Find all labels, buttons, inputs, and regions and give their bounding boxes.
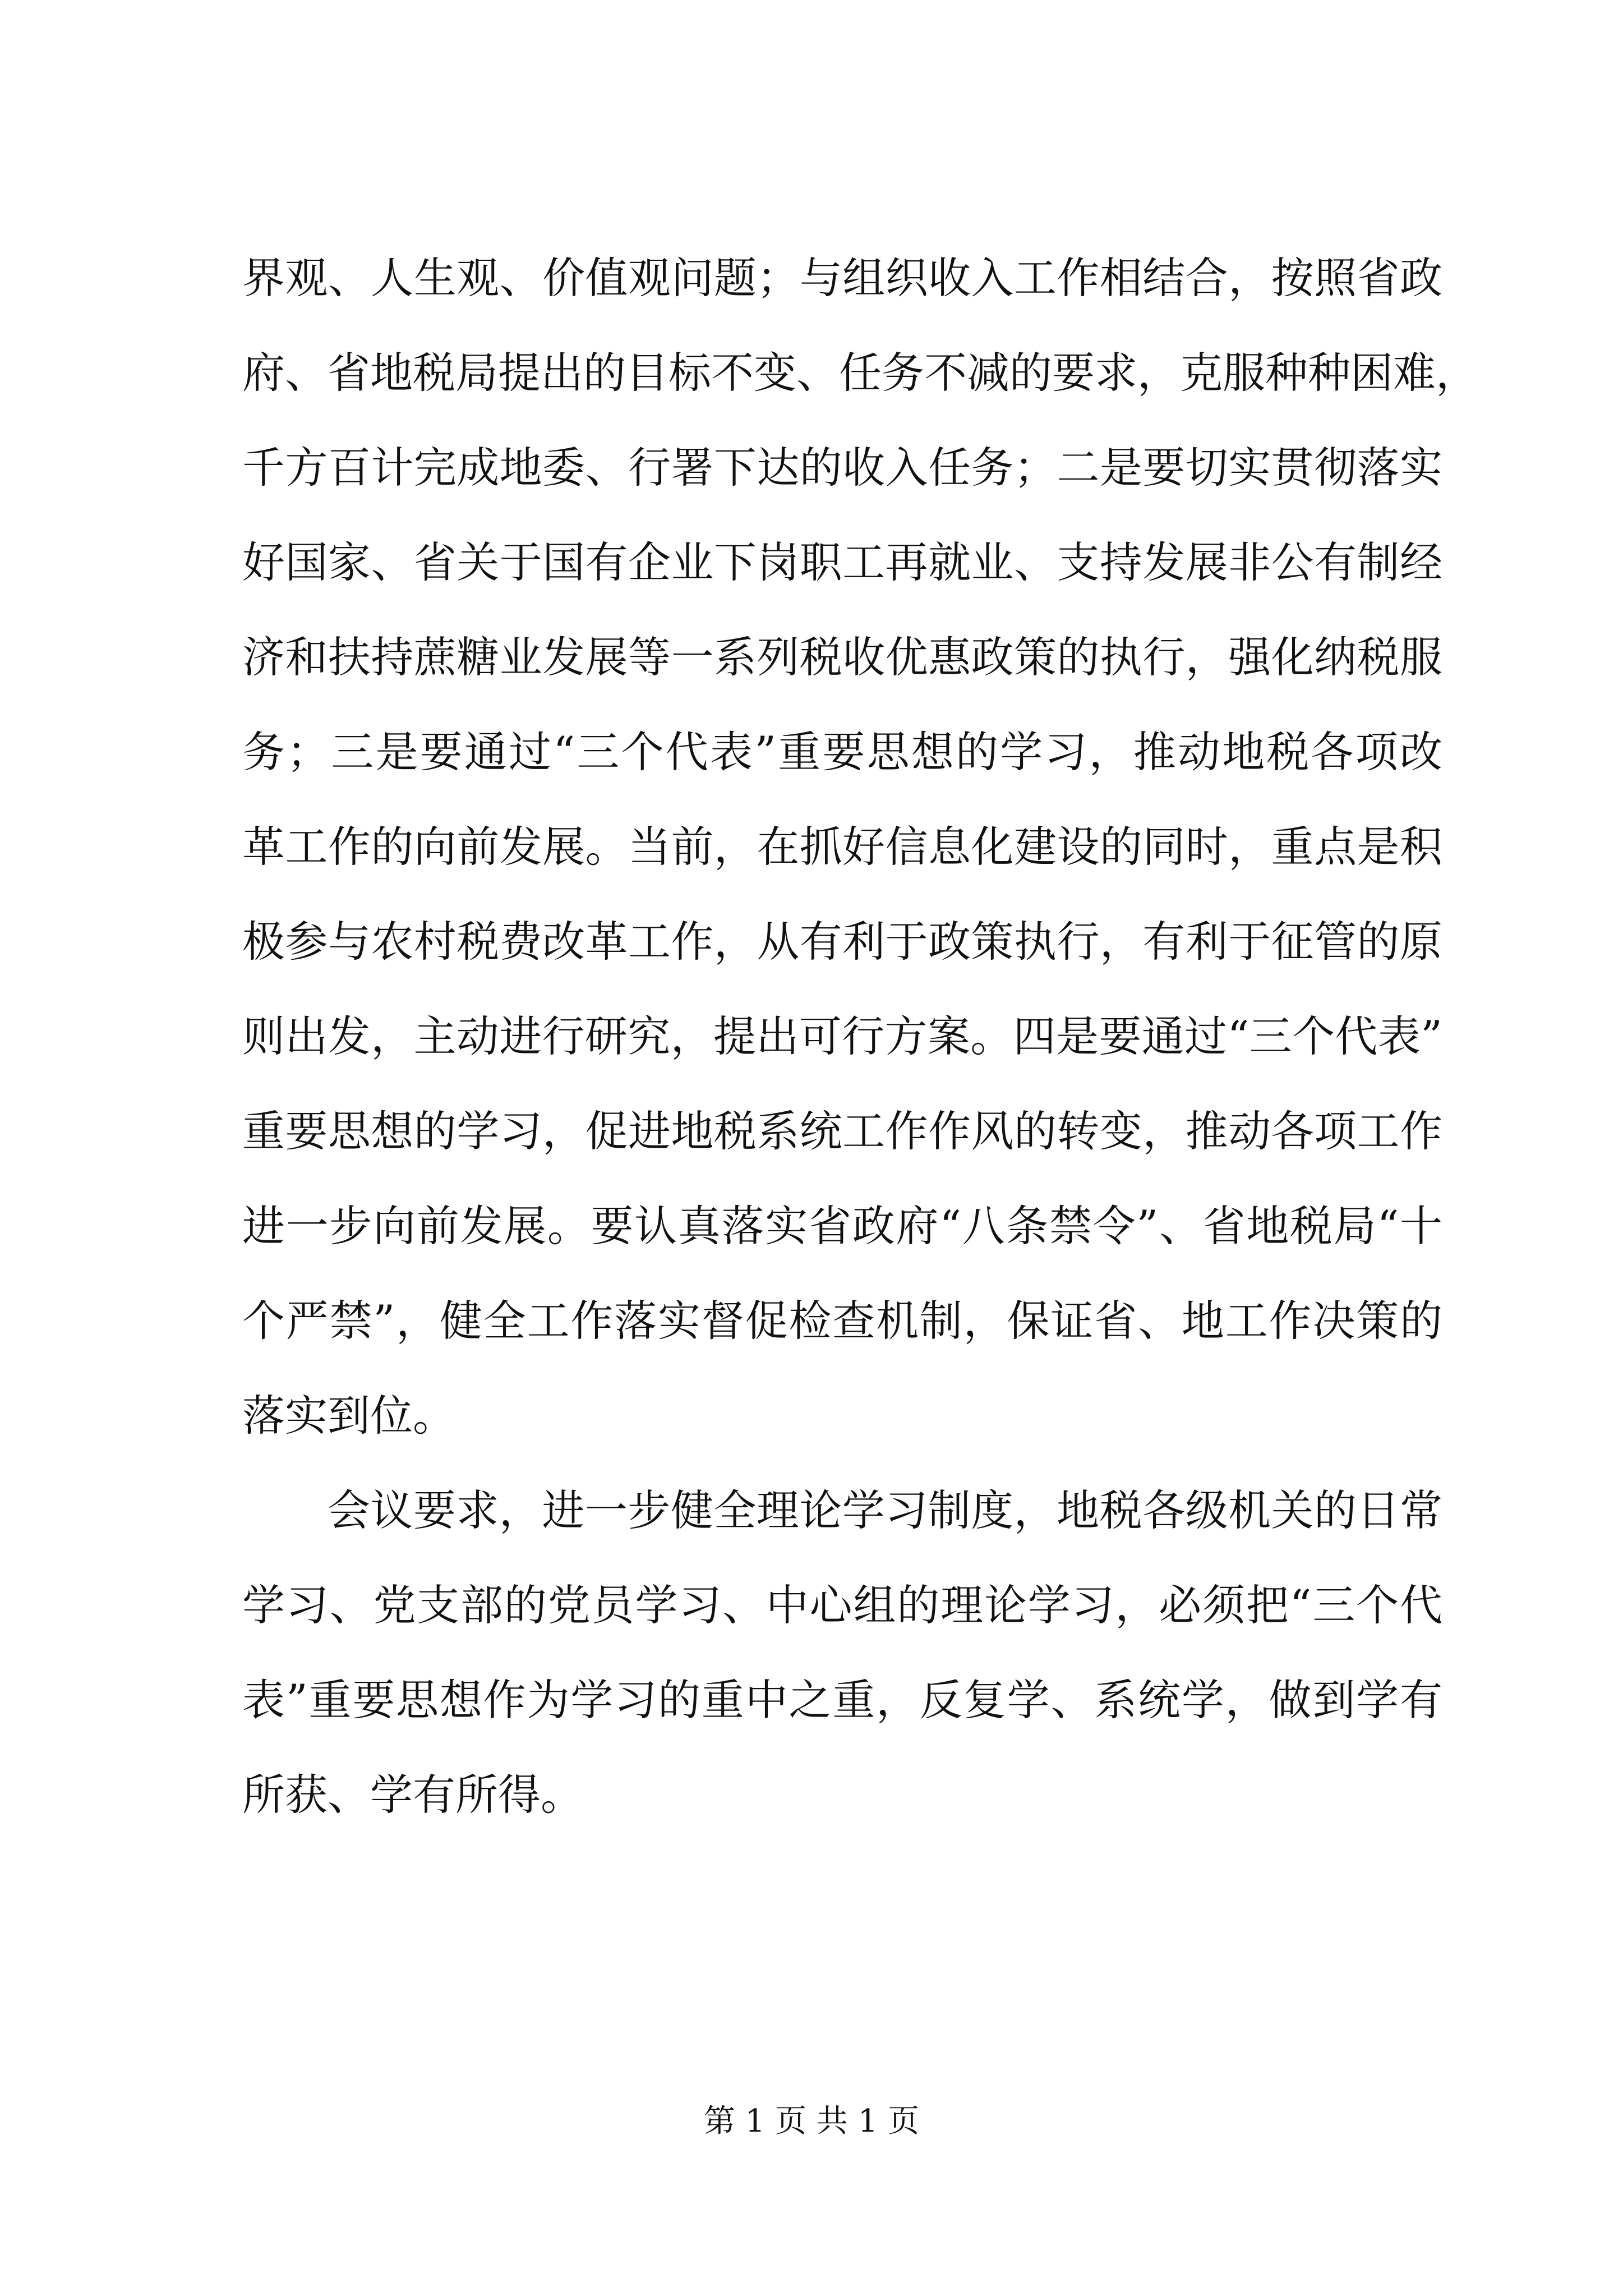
text-line: 革工作的向前发展。当前，在抓好信息化建设的同时，重点是积 <box>242 822 1442 872</box>
text-line: 会议要求，进一步健全理论学习制度，地税各级机关的日常 <box>328 1485 1442 1535</box>
text-line: 进一步向前发展。要认真落实省政府“八条禁令”、省地税局“十 <box>242 1201 1442 1251</box>
text-line: 落实到位。 <box>242 1391 455 1441</box>
text-line: 极参与农村税费改革工作，从有利于政策执行，有利于征管的原 <box>242 917 1442 967</box>
text-line: 界观、人生观、价值观问题；与组织收入工作相结合，按照省政 <box>242 253 1442 303</box>
text-line: 表”重要思想作为学习的重中之重，反复学、系统学，做到学有 <box>242 1675 1442 1725</box>
page-footer <box>0 2105 1623 2138</box>
text-line: 济和扶持蔗糖业发展等一系列税收优惠政策的执行，强化纳税服 <box>242 632 1442 682</box>
text-line: 则出发，主动进行研究，提出可行方案。四是要通过“三个代表” <box>242 1011 1442 1061</box>
text-line: 所获、学有所得。 <box>242 1770 583 1820</box>
text-line: 府、省地税局提出的目标不变、任务不减的要求，克服种种困难， <box>242 348 1478 398</box>
text-line: 重要思想的学习，促进地税系统工作作风的转变，推动各项工作 <box>242 1106 1442 1156</box>
document-body <box>242 253 1478 1869</box>
page-number: 第 1 页 共 1 页 <box>703 2103 920 2139</box>
text-line: 务；三是要通过“三个代表”重要思想的学习，推动地税各项改 <box>242 727 1442 777</box>
text-line: 学习、党支部的党员学习、中心组的理论学习，必须把“三个代 <box>242 1580 1442 1630</box>
paragraph-1 <box>242 253 1478 1441</box>
text-line: 千方百计完成地委、行署下达的收入任务；二是要切实贯彻落实 <box>242 443 1442 493</box>
paragraph-2 <box>242 1485 1442 1820</box>
text-line: 好国家、省关于国有企业下岗职工再就业、支持发展非公有制经 <box>242 537 1442 587</box>
text-line: 个严禁”，健全工作落实督促检查机制，保证省、地工作决策的 <box>242 1296 1442 1346</box>
